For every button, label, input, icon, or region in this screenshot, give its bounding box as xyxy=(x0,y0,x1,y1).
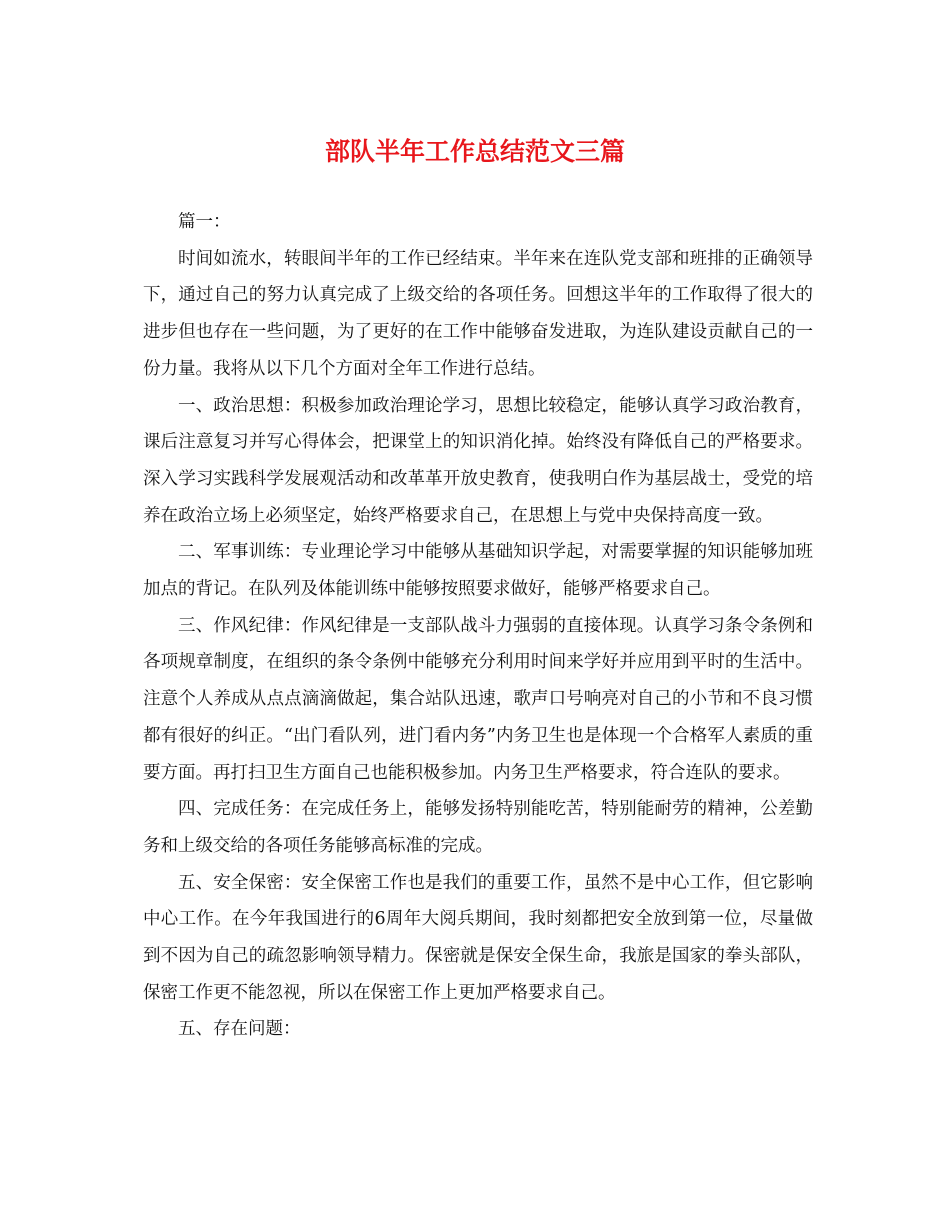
document-title: 部队半年工作总结范文三篇 xyxy=(324,137,625,166)
paragraph-political-thought: 一、政治思想：积极参加政治理论学习，思想比较稳定，能够认真学习政治教育，课后注意复习并写心得体会，把课堂上的知识消化掉。始终没有降低自己的严格要求。深入学习实践科学发展观活动和改革革开放史教育，使我明白作为基层战士，受党的培养在政治立场上必须坚定，始终严格要求自己，在思想上与党中央保持高度一致。 xyxy=(143,395,813,526)
paragraph-discipline: 三、作风纪律：作风纪律是一支部队战斗力强弱的直接体现。认真学习条令条例和各项规章制度，在组织的条令条例中能够充分利用时间来学好并应用到平时的生活中。注意个人养成从点点滴滴做起，集合站队迅速，歌声口号响亮对自己的小节和不良习惯都有很好的纠正。“出门看队列，进门看内务”内务卫生也是体现一个合格军人素质的重要方面。再打扫卫生方面自己也能积极参加。内务卫生严格要求，符合连队的要求。 xyxy=(143,615,813,783)
section-heading-part-one: 篇一： xyxy=(178,212,231,232)
paragraph-task-completion: 四、完成任务：在完成任务上，能够发扬特别能吃苦，特别能耐劳的精神，公差勤务和上级交给的各项任务能够高标准的完成。 xyxy=(143,799,813,856)
paragraph-security: 五、安全保密：安全保密工作也是我们的重要工作，虽然不是中心工作，但它影响中心工作。在今年我国进行的6周年大阅兵期间，我时刻都把安全放到第一位，尽量做到不因为自己的疏忽影响领导精力。保密就是保安全保生命，我旅是国家的拳头部队，保密工作更不能忽视，所以在保密工作上更加严格要求自己。 xyxy=(143,872,813,1003)
paragraph-existing-problems: 五、存在问题： xyxy=(178,1019,301,1040)
paragraph-military-training: 二、军事训练：专业理论学习中能够从基础知识学起，对需要掌握的知识能够加班加点的背记。在队列及体能训练中能够按照要求做好，能够严格要求自己。 xyxy=(143,542,813,600)
paragraph-introduction: 时间如流水，转眼间半年的工作已经结束。半年来在连队党支部和班排的正确领导下，通过自己的努力认真完成了上级交给的各项任务。回想这半年的工作取得了很大的进步但也存在一些问题，为了更好的在工作中能够奋发进取，为连队建设贡献自己的一份力量。我将从以下几个方面对全年工作进行总结。 xyxy=(143,248,813,379)
document-body xyxy=(143,204,813,1048)
